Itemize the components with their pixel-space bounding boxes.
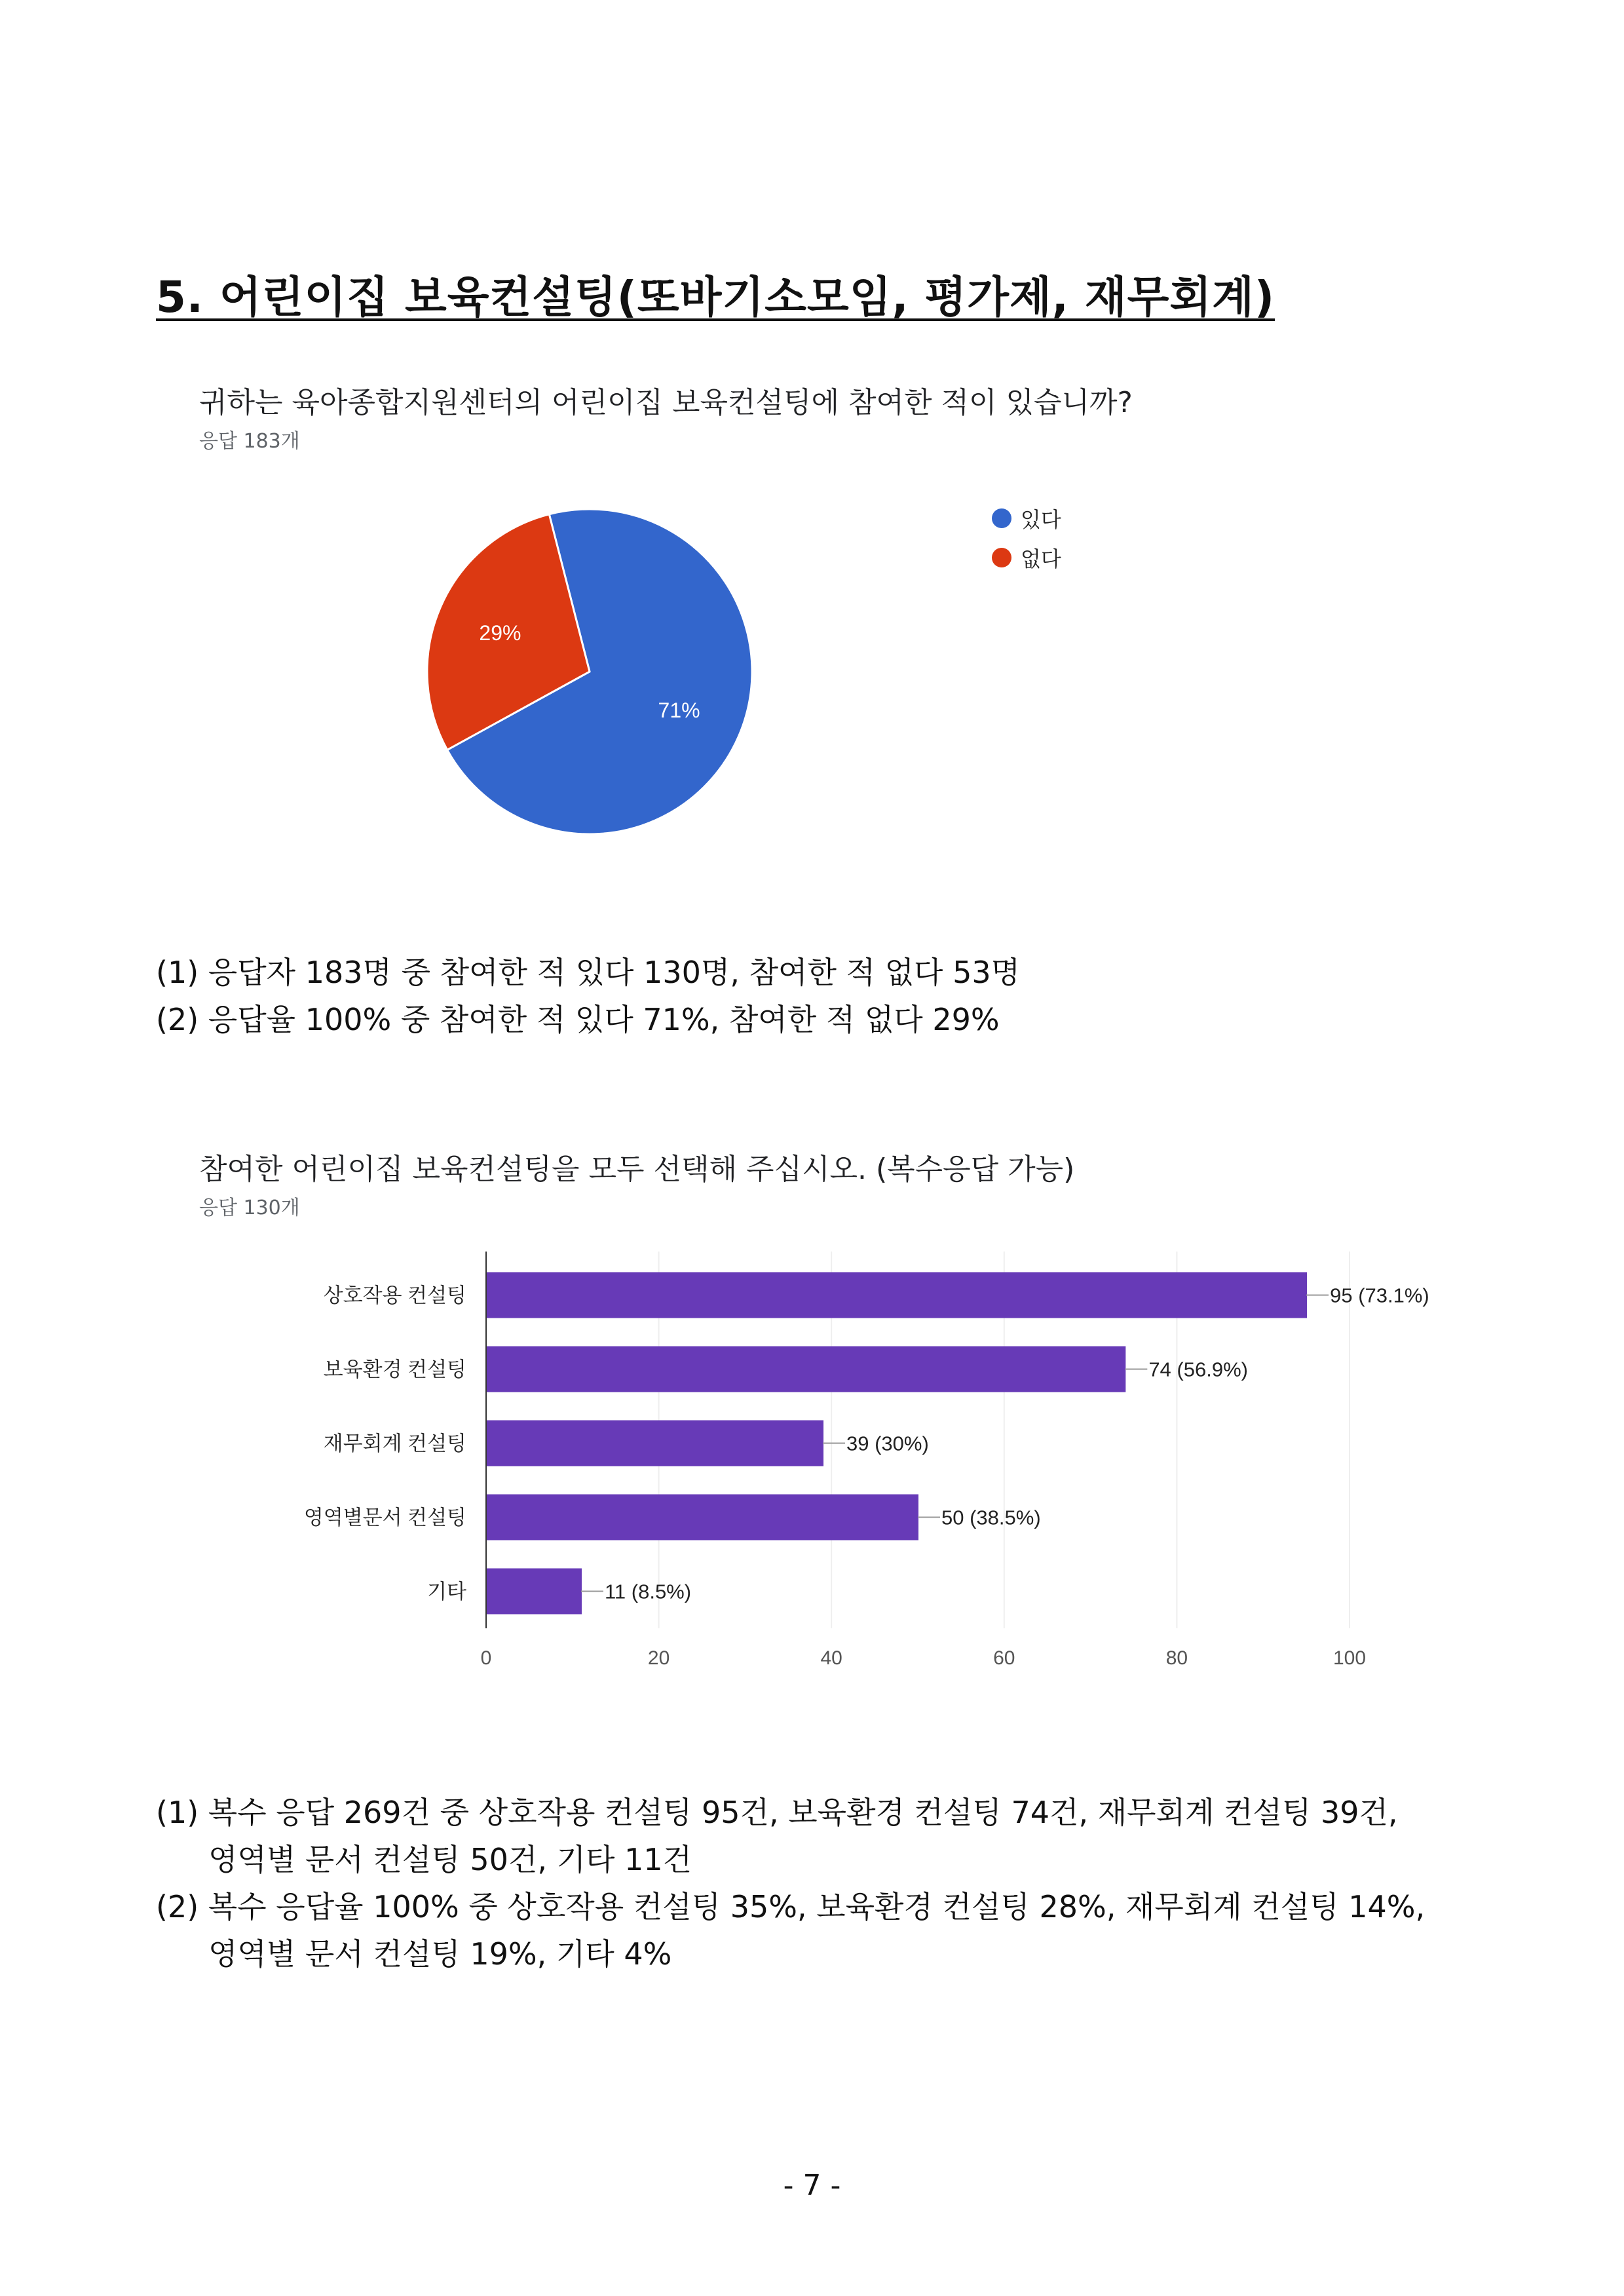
- category-label: 기타: [427, 1580, 466, 1603]
- question-2-summary: [156, 1789, 1425, 1978]
- question-2-title: 참여한 어린이집 보육컨설팅을 모두 선택해 주십시오. (복수응답 가능): [199, 1153, 1075, 1186]
- pie-legend: [992, 503, 1061, 573]
- section-title: 5. 어린이집 보육컨설팅(또바기소모임, 평가제, 재무회계): [156, 272, 1275, 322]
- data-label: 74 (56.9%): [1148, 1358, 1248, 1381]
- category-label: 상호작용 컨설팅: [323, 1284, 466, 1307]
- pie-chart: [419, 498, 760, 839]
- question-2-response-count: 응답 130개: [199, 1196, 300, 1219]
- summary-line: 영역별 문서 컨설팅 50건, 기타 11건: [208, 1842, 692, 1877]
- legend-dot-yes: [992, 508, 1011, 528]
- bar: [487, 1569, 582, 1615]
- question-1-response-count: 응답 183개: [199, 430, 300, 453]
- x-tick-label: 40: [820, 1647, 842, 1669]
- bar-chart: [249, 1232, 1494, 1677]
- x-tick-label: 100: [1332, 1647, 1367, 1669]
- category-label: 보육환경 컨설팅: [323, 1358, 466, 1381]
- category-label: 재무회계 컨설팅: [323, 1432, 466, 1455]
- summary-line: 영역별 문서 컨설팅 19%, 기타 4%: [208, 1936, 672, 1972]
- pie-label-yes: 71%: [658, 698, 700, 723]
- legend-item-no: [992, 543, 1061, 573]
- data-label: 50 (38.5%): [941, 1506, 1041, 1529]
- question-1-title: 귀하는 육아종합지원센터의 어린이집 보육컨설팅에 참여한 적이 있습니까?: [199, 386, 1133, 419]
- bar: [487, 1495, 918, 1540]
- data-label: 11 (8.5%): [604, 1580, 692, 1603]
- data-label: 95 (73.1%): [1330, 1284, 1429, 1307]
- summary-line: (1) 응답자 183명 중 참여한 적 있다 130명, 참여한 적 없다 53명: [156, 955, 1021, 990]
- x-tick-label: 20: [647, 1647, 670, 1669]
- x-tick-label: 0: [480, 1647, 492, 1669]
- bar: [487, 1347, 1125, 1392]
- legend-item-yes: [992, 503, 1061, 533]
- x-tick-label: 80: [1165, 1647, 1188, 1669]
- page-number: - 7 -: [783, 2169, 841, 2202]
- legend-label-no: 없다: [1021, 546, 1061, 571]
- legend-dot-no: [992, 548, 1011, 567]
- summary-line: (2) 응답율 100% 중 참여한 적 있다 71%, 참여한 적 없다 29%: [156, 1002, 1000, 1037]
- summary-line: (1) 복수 응답 269건 중 상호작용 컨설팅 95건, 보육환경 컨설팅 74건, 재무회계 컨설팅 39건,: [156, 1795, 1398, 1830]
- pie-label-no: 29%: [479, 621, 521, 645]
- data-label: 39 (30%): [846, 1432, 929, 1455]
- x-tick-label: 60: [993, 1647, 1015, 1669]
- legend-label-yes: 있다: [1021, 507, 1061, 532]
- category-label: 영역별문서 컨설팅: [303, 1506, 466, 1529]
- bar: [487, 1421, 823, 1466]
- bar: [487, 1272, 1307, 1318]
- question-1-summary: [156, 949, 1020, 1043]
- summary-line: (2) 복수 응답율 100% 중 상호작용 컨설팅 35%, 보육환경 컨설팅 28%, 재무회계 컨설팅 14%,: [156, 1889, 1426, 1924]
